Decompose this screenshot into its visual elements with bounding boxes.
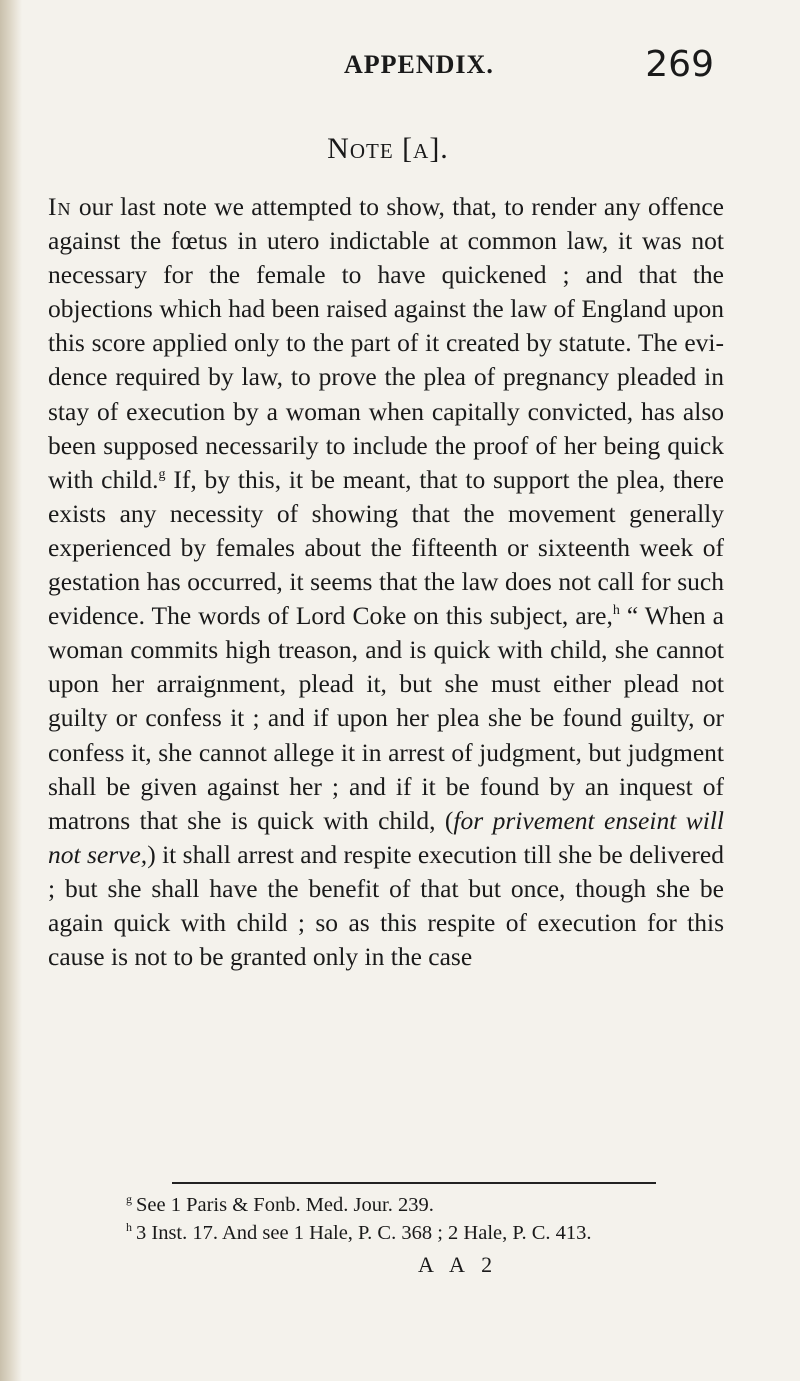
footnote-ref-h[interactable]: h <box>612 603 620 619</box>
body-text-part-2: If, by this, it be meant, that to support the plea, there exists any necessity of showing that the movement generally experienced by females about the fifteenth or sixteenth week of gestation has occurred, it seems that the law does not call for such evidence. The words of Lord Coke on this subject, are, <box>48 464 724 631</box>
italic-phrase: for privement enseint will not serve, <box>48 805 724 869</box>
footnote-ref-g[interactable]: g <box>158 466 166 482</box>
body-text-part-3: “ When a woman commits high treason, and is quick with child, she cannot upon her arraignment, plead it, but she must either plead not guilty or confess it ; and if upon her plea she be found guilty, or confess it, she cannot allege it in arrest of judgment, but judgment shall be given against her ; and if it be found by an inquest of matrons that she is quick with child, ( <box>48 601 724 835</box>
footnote-g <box>126 1191 726 1219</box>
footnote-divider <box>172 1182 656 1184</box>
footnote-text: See 1 Paris & Fonb. Med. Jour. 239. <box>136 1194 434 1216</box>
footnote-mark: h <box>126 1220 132 1234</box>
body-paragraph <box>48 190 724 974</box>
page-gutter-shadow <box>0 0 22 1381</box>
body-text-part-1: our last note we attempted to show, that, to render any offence against the fœtus in utero indictable at common law, it was not necessary for the female to have quickened ; and that the objections which had been raised against the law of England upon this score applied only to the part of it created by statute. The evidence required by law, to prove the plea of pregnancy pleaded in stay of execution by a woman when capitally convicted, has also been supposed necessarily to include the proof of her being quick with child. <box>48 192 724 494</box>
body-text-part-4: ) it shall arrest and respite execution till she be delivered ; but she shall have the benefit of that but once, though she be again quick with child ; so as this respite of execution for this cause is not to be granted only in the case <box>48 839 724 972</box>
footnotes <box>126 1191 726 1247</box>
page-number: 269 <box>645 44 714 85</box>
footnote-mark: g <box>126 1192 132 1206</box>
signature-mark: A A 2 <box>418 1252 499 1277</box>
footnote-text: 3 Inst. 17. And see 1 Hale, P. C. 368 ; 2 Hale, P. C. 413. <box>136 1222 592 1244</box>
note-title: Note [a]. <box>327 132 449 165</box>
running-head <box>48 44 728 84</box>
footnote-h <box>126 1219 726 1247</box>
running-title: APPENDIX. <box>344 50 494 79</box>
lead-word: In <box>48 192 72 221</box>
